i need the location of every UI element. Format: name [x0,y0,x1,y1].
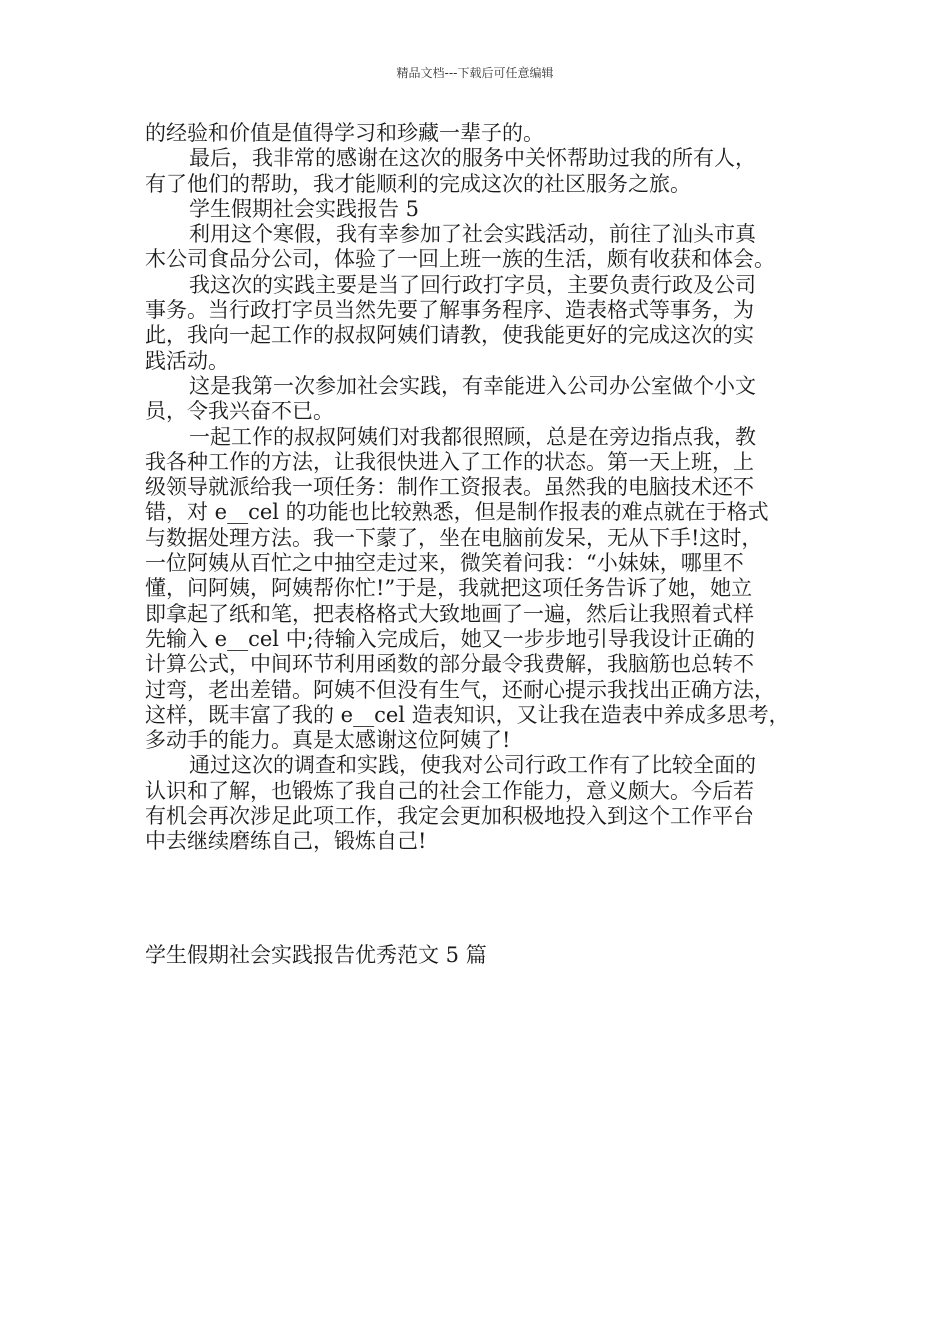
text-line: 最后，我非常的感谢在这次的服务中关怀帮助过我的所有人， [189,146,756,171]
text-line: 木公司食品分公司，体验了一回上班一族的生活，颇有收获和体会。 [145,247,775,272]
text-line: 我这次的实践主要是当了回行政打字员，主要负责行政及公司 [189,272,756,297]
text-line: 即拿起了纸和笔，把表格格式大致地画了一遍，然后让我照着式样 [145,601,754,626]
text-line: 多动手的能力。真是太感谢这位阿姨了! [145,728,511,753]
document-title: 学生假期社会实践报告优秀范文 5 篇 [145,943,487,967]
text-line: 的经验和价值是值得学习和珍藏一辈子的。 [145,121,544,145]
text-line: 有了他们的帮助，我才能顺利的完成这次的社区服务之旅。 [145,171,691,196]
text-line: 级领导就派给我一项任务：制作工资报表。虽然我的电脑技术还不 [145,475,754,500]
text-line: 事务。当行政打字员当然先要了解事务程序、造表格式等事务，为 [145,298,754,323]
text-line: 我各种工作的方法，让我很快进入了工作的状态。第一天上班，上 [145,449,754,474]
text-line: 学生假期社会实践报告 5 [189,196,420,221]
text-line: 此，我向一起工作的叔叔阿姨们请教，使我能更好的完成这次的实 [145,323,754,348]
text-line: 与数据处理方法。我一下蒙了，坐在电脑前发呆，无从下手!这时， [145,525,763,550]
text-line: 一位阿姨从百忙之中抽空走过来，微笑着问我：“小妹妹，哪里不 [145,551,744,576]
text-line: 有机会再次涉足此项工作，我定会更加积极地投入到这个工作平台 [145,804,754,829]
document-body [145,121,810,855]
text-line: 践活动。 [145,348,229,373]
text-line: 认识和了解，也锻炼了我自己的社会工作能力，意义颇大。今后若 [145,778,754,803]
text-line: 员，令我兴奋不已。 [145,399,334,424]
text-line: 计算公式，中间环节利用函数的部分最令我费解，我脑筋也总转不 [145,652,754,677]
text-line: 这是我第一次参加社会实践，有幸能进入公司办公室做个小文 [189,373,756,398]
text-line: 过弯，老出差错。阿姨不但没有生气，还耐心提示我找出正确方法， [145,677,775,702]
text-line: 一起工作的叔叔阿姨们对我都很照顾，总是在旁边指点我，教 [189,424,756,449]
text-line: 中去继续磨练自己，锻炼自己! [145,829,427,854]
text-line: 懂，问阿姨，阿姨帮你忙!”于是，我就把这项任务告诉了她，她立 [145,576,753,601]
text-line: 通过这次的调查和实践，使我对公司行政工作有了比较全面的 [189,753,756,778]
text-line: 先输入 e__cel 中;待输入完成后，她又一步步地引导我设计正确的 [145,626,755,651]
text-line: 利用这个寒假，我有幸参加了社会实践活动，前往了汕头市真 [189,222,756,247]
text-line: 错，对 e__cel 的功能也比较熟悉，但是制作报表的难点就在于格式 [145,500,769,525]
page-header: 精品文档---下载后可任意编辑 [396,66,554,80]
text-line: 这样，既丰富了我的 e__cel 造表知识，又让我在造表中养成多思考， [145,702,790,727]
